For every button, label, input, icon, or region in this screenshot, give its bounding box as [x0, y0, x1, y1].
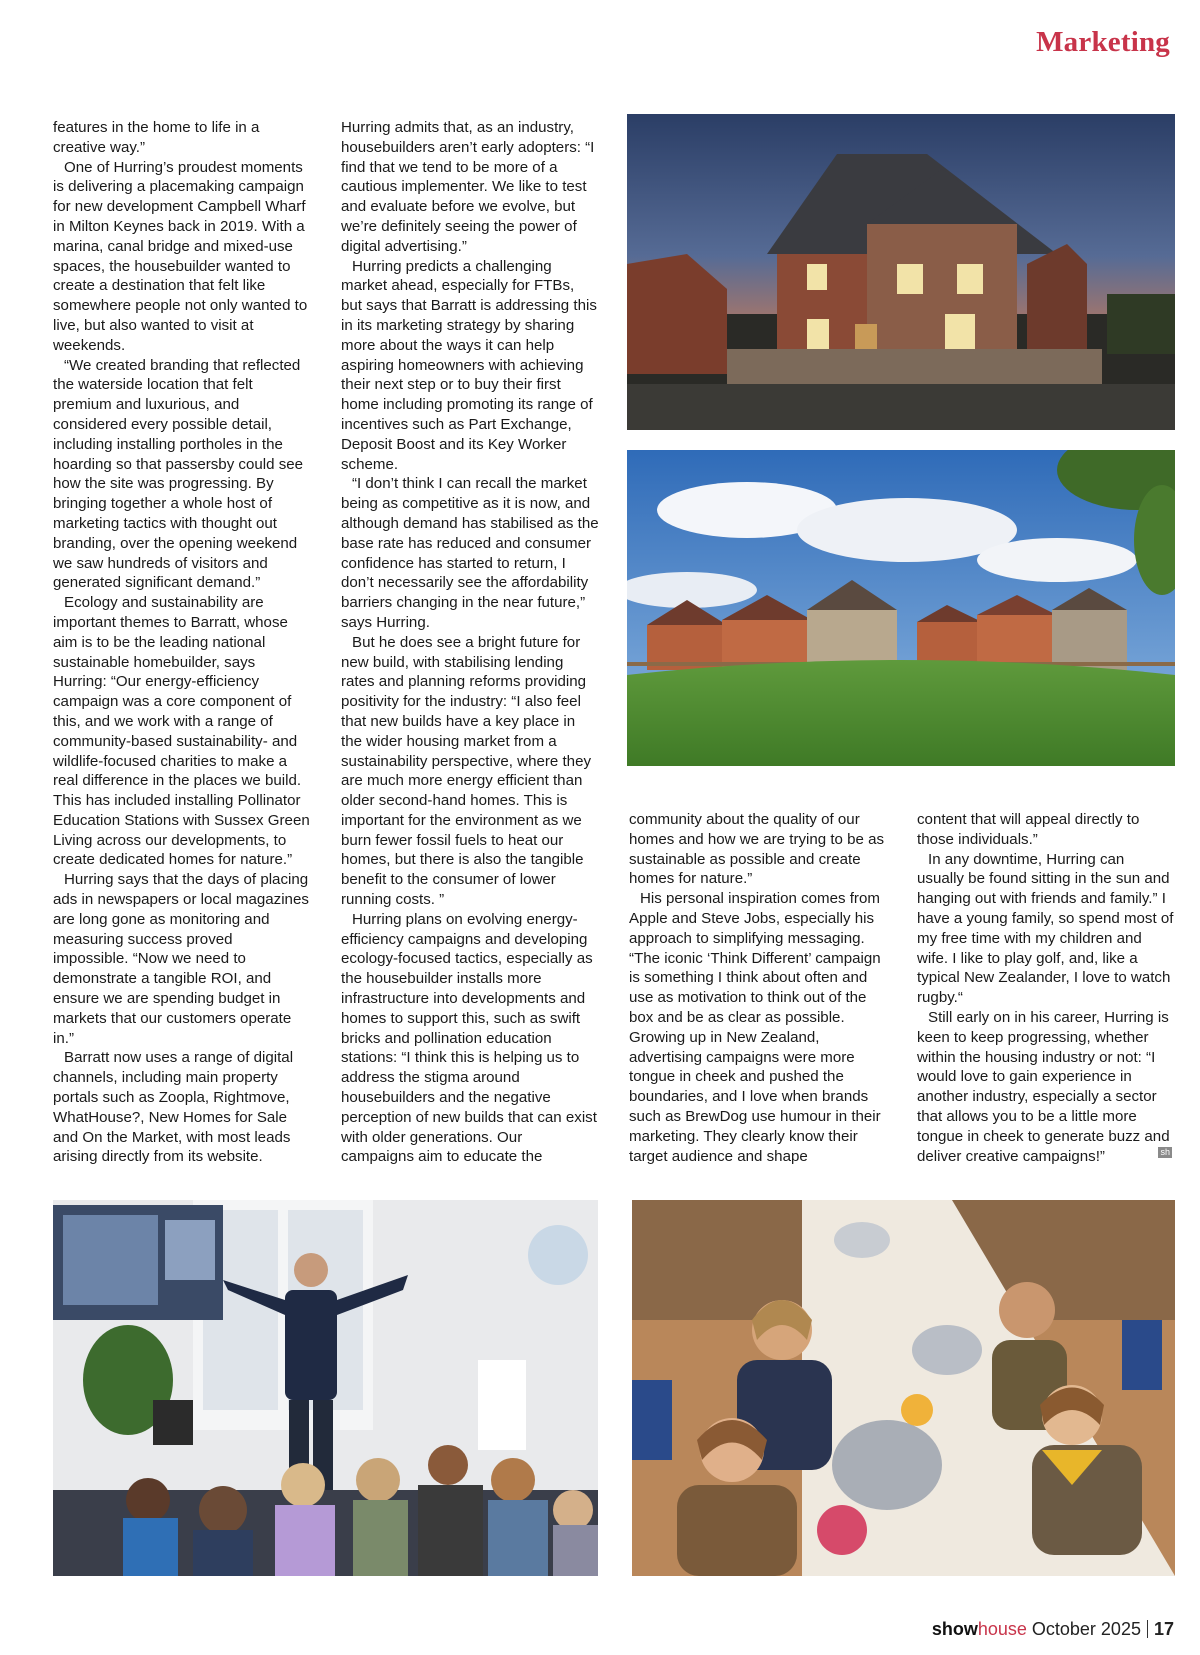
- paragraph: In any downtime, Hurring can usually be found sitting in the sun and hanging out with friends and family.” I have a young family, so spend most of my free time with my children and wife. I like to play golf, and, like a typical New Zealander, I love to watch rugby.“: [917, 850, 1174, 1007]
- photo-presenter-children: [53, 1200, 598, 1576]
- paragraph: community about the quality of our homes and how we are trying to be as sustainable as possible and create homes for nature.”: [629, 811, 885, 888]
- paragraph: features in the home to life in a creative way.”: [53, 119, 260, 156]
- paragraph: Hurring says that the days of placing ads in newspapers or local magazines are long gone as monitoring and measuring success proved impossible. “Now we need to demonstrate a tangible ROI, and ensure we are spending budget in markets that our customers operate in.”: [53, 871, 309, 1047]
- paragraph: Hurring plans on evolving energy-efficiency campaigns and developing ecology-focused tactics, especially as the housebuilder installs more infrastructure into developments and homes to support this, such as swift bricks and pollination education stations: “I think this is helping us to address the stigma around housebuilders and the negative perception of new builds that can exist with older generations. Our campaigns aim to educate the: [341, 910, 597, 1166]
- paragraph: But he does see a bright future for new build, with stabilising lending rates and planning reforms providing positivity for the industry: “I also feel that new builds have a key place in the wider housing market from a sustainability perspective, where they are much more energy efficient than older second-hand homes. This is important for the environment as we burn fewer fossil fuels to heat our homes, but there is also the tangible benefit to the consumer of lower running costs. ”: [341, 633, 592, 909]
- article-column-1: [53, 118, 311, 1167]
- photo-children-crafting: [632, 1200, 1175, 1576]
- paragraph: “We created branding that reflected the waterside location that felt premium and luxurious, and considered every possible detail, including installing portholes in the hoarding so that passersby could see how the site was progressing. By bringing together a whole host of marketing tactics with thought out branding, over the opening weekend we saw hundreds of visitors and generated significant demand.”: [53, 356, 304, 592]
- house-dusk-image: [627, 114, 1175, 430]
- article-column-3: [629, 810, 887, 1166]
- page-number: 17: [1153, 1619, 1174, 1639]
- page-footer: [932, 1619, 1174, 1640]
- houses-lawn-image: [627, 450, 1175, 766]
- paragraph: Barratt now uses a range of digital channels, including main property portals such as Zoopla, Rightmove, WhatHouse?, New Homes for Sale and On the Market, with most leads arising directly from its website.: [53, 1049, 294, 1166]
- end-of-article-mark: sh: [1160, 1147, 1170, 1157]
- section-title: Marketing: [1036, 26, 1170, 58]
- article-column-2: [341, 118, 599, 1167]
- footer-divider: [1147, 1620, 1148, 1638]
- magazine-brand-show: show: [931, 1619, 978, 1639]
- paragraph: Hurring predicts a challenging market ahead, especially for FTBs, but says that Barratt is addressing this in its marketing strategy by sharing more about the ways it can help aspiring homeowners with achieving their next step or to buy their first home including promoting its range of incentives such as Part Exchange, Deposit Boost and its Key Worker scheme.: [341, 257, 597, 473]
- paragraph: His personal inspiration comes from Apple and Steve Jobs, especially his approach to simplifying messaging. “The iconic ‘Think Different’ campaign is something I think about often and use as motivation to think out of the box and be as clear as possible. Growing up in New Zealand, advertising campaigns were more tongue in cheek and pushed the boundaries, and I love when brands such as BrewDog use humour in their marketing. They clearly know their target audience and shape: [629, 890, 881, 1165]
- photo-houses-lawn: [627, 450, 1175, 766]
- article-column-4: [917, 810, 1175, 1166]
- issue-date: October 2025: [1031, 1619, 1141, 1639]
- paragraph: One of Hurring’s proudest moments is delivering a placemaking campaign for new development Campbell Wharf in Milton Keynes back in 2019. With a marina, canal bridge and mixed-use spaces, the housebuilder wanted to create a destination that felt like somewhere people not only wanted to live, but also wanted to visit at weekends.: [53, 158, 308, 354]
- children-crafting-image: [632, 1200, 1175, 1576]
- paragraph: Hurring admits that, as an industry, housebuilders aren’t early adopters: “I find that we tend to be more of a cautious implementer. We like to test and evaluate before we evolve, but we’re definitely seeing the power of digital advertising.”: [341, 119, 595, 255]
- paragraph: Still early on in his career, Hurring is keen to keep progressing, whether within the housing industry or not: “I would love to gain experience in another industry, especially a sector that allows you to be a little more tongue in cheek to generate buzz and deliver creative campaigns!”: [917, 1008, 1170, 1165]
- magazine-brand-house: house: [977, 1619, 1027, 1639]
- paragraph: content that will appeal directly to those individuals.”: [917, 811, 1140, 848]
- presenter-children-image: [53, 1200, 598, 1576]
- paragraph: “I don’t think I can recall the market being as competitive as it is now, and although demand has stabilised as the base rate has reduced and consumer confidence has started to return, I don’t necessarily see the affordability barriers changing in the near future,” says Hurring.: [341, 475, 599, 631]
- paragraph: Ecology and sustainability are important themes to Barratt, whose aim is to be the leading national sustainable homebuilder, says Hurring: “Our energy-efficiency campaign was a core component of this, and we work with a range of community-based sustainability- and wildlife-focused charities to make a real difference in the places we build. This has included installing Pollinator Education Stations with Sussex Green Living across our developments, to create dedicated homes for nature.”: [53, 594, 310, 869]
- photo-brick-house-dusk: [627, 114, 1175, 430]
